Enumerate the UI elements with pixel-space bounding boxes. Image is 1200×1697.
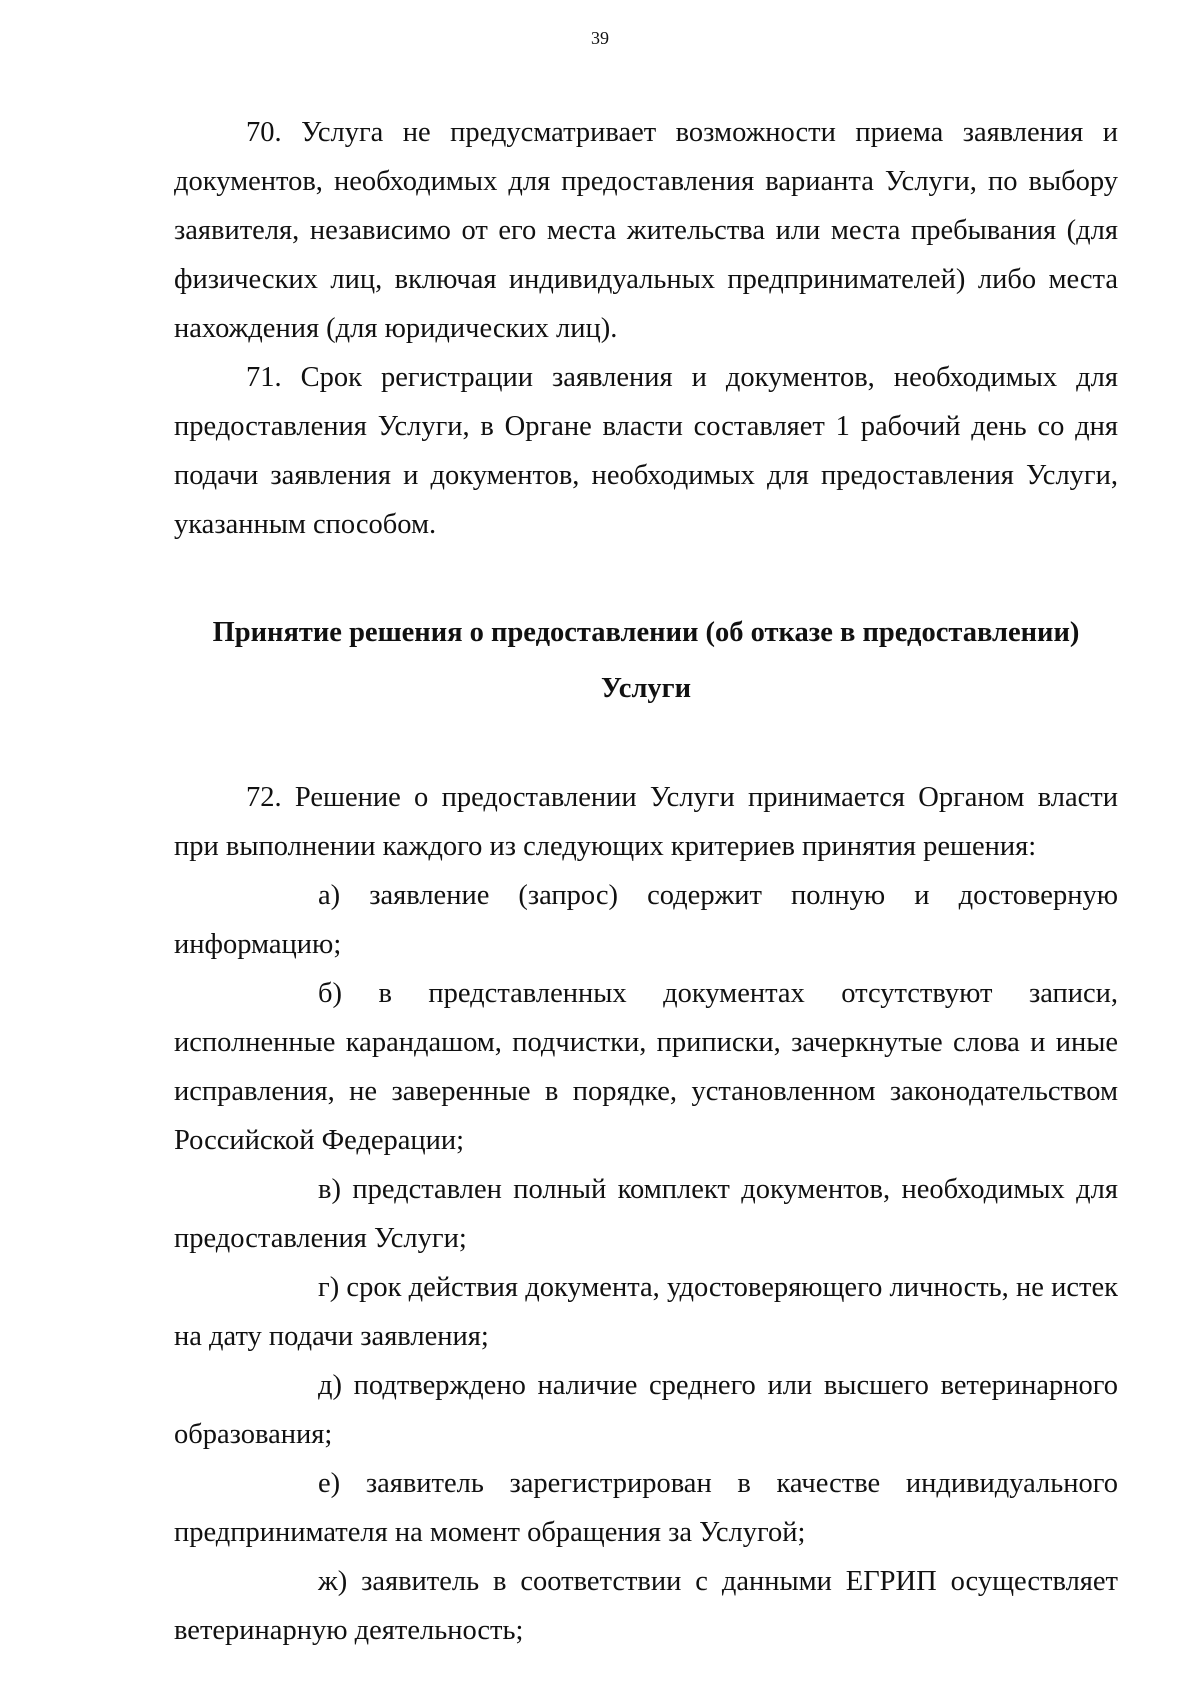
section-heading-line-1: Принятие решения о предоставлении (об отказе в предоставлении) xyxy=(212,617,1080,648)
paragraph-text: Услуга не предусматривает возможности приема заявления и документов, необходимых для предоставления варианта Услуги, по выбору заявителя, независимо от его места жительства или места пребывания (для физических лиц, включая индивидуальных предпринимателей) либо места нахождения (для юридических лиц). xyxy=(174,117,1118,344)
criterion-text: представлен полный комплект документов, необходимых для предоставления Услуги; xyxy=(174,1174,1119,1254)
criterion-v xyxy=(174,1165,1118,1263)
list-marker: б) xyxy=(318,978,342,1009)
criterion-text: срок действия документа, удостоверяющего личность, не истек на дату подачи заявления; xyxy=(174,1272,1118,1352)
paragraph-70 xyxy=(174,108,1118,353)
list-marker: в) xyxy=(318,1174,341,1205)
paragraph-text: Срок регистрации заявления и документов, необходимых для предоставления Услуги, в Органе власти составляет 1 рабочий день со дня подачи заявления и документов, необходимых для предоставления Услуги, указанным способом. xyxy=(174,362,1119,540)
page-number: 39 xyxy=(591,28,609,48)
paragraph-number: 71. xyxy=(246,362,282,393)
paragraph-72 xyxy=(174,773,1118,871)
criterion-text: подтверждено наличие среднего или высшего ветеринарного образования; xyxy=(174,1370,1118,1450)
criterion-text: заявление (запрос) содержит полную и достоверную информацию; xyxy=(174,880,1118,960)
list-marker: а) xyxy=(318,880,341,911)
criterion-text: заявитель зарегистрирован в качестве индивидуального предпринимателя на момент обращения за Услугой; xyxy=(174,1468,1119,1548)
criterion-zh xyxy=(174,1557,1118,1655)
criterion-e xyxy=(174,1459,1118,1557)
list-marker: д) xyxy=(318,1370,342,1401)
list-marker: г) xyxy=(318,1272,340,1303)
criterion-b xyxy=(174,969,1118,1165)
section-heading xyxy=(174,605,1118,717)
paragraph-text: Решение о предоставлении Услуги принимается Органом власти при выполнении каждого из следующих критериев принятия решения: xyxy=(174,782,1119,862)
criterion-d xyxy=(174,1361,1118,1459)
paragraph-number: 70. xyxy=(246,117,282,148)
document-body xyxy=(174,108,1118,1655)
section-heading-line-2: Услуги xyxy=(600,673,692,704)
criterion-text: заявитель в соответствии с данными ЕГРИП осуществляет ветеринарную деятельность; xyxy=(174,1566,1118,1646)
criterion-text: в представленных документах отсутствуют записи, исполненные карандашом, подчистки, приписки, зачеркнутые слова и иные исправления, не заверенные в порядке, установленном законодательством Российской Федерации; xyxy=(174,978,1119,1156)
paragraph-71 xyxy=(174,353,1118,549)
criterion-a xyxy=(174,871,1118,969)
list-marker: ж) xyxy=(318,1566,348,1597)
paragraph-number: 72. xyxy=(246,782,282,813)
criterion-g xyxy=(174,1263,1118,1361)
list-marker: е) xyxy=(318,1468,341,1499)
